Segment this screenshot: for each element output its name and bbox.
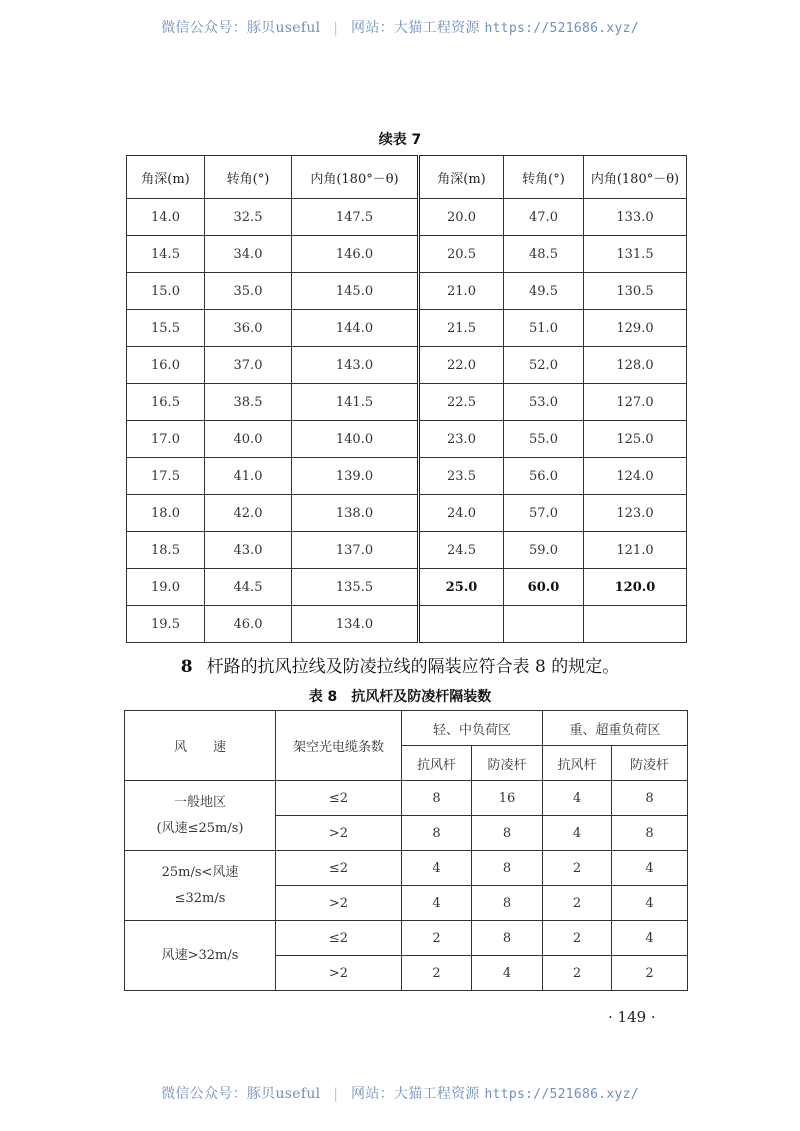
table7-cell: 16.5: [127, 384, 205, 421]
clause-number: 8: [180, 657, 193, 677]
table8-header-cable-count: 架空光电缆条数: [276, 711, 402, 781]
table7-cell: 40.0: [205, 421, 292, 458]
table7-row: [127, 458, 687, 495]
table7-header-turn-angle-2: 转角(°): [504, 156, 584, 199]
watermark-wechat: 微信公众号：豚贝useful: [161, 20, 321, 36]
table8-cell-h-ice: 8: [612, 781, 688, 816]
table7-cell: 137.0: [292, 532, 419, 569]
table7-cell: 130.5: [584, 273, 687, 310]
table7-cell: 17.5: [127, 458, 205, 495]
table8-wind-speed-cell: [125, 851, 276, 921]
table8-caption: 表 8 抗风杆及防凌杆隔装数: [308, 689, 492, 705]
table8-header-lm-wind-pole: 抗风杆: [402, 746, 472, 781]
table7-cell: 134.0: [292, 606, 419, 643]
table8-cell-h-wind: 4: [543, 816, 612, 851]
table8-header-lm-ice-pole: 防凌杆: [472, 746, 543, 781]
table7-cell: 140.0: [292, 421, 419, 458]
table7-cell: 43.0: [205, 532, 292, 569]
table8-header-heavy: 重、超重负荷区: [543, 711, 688, 746]
wind-speed-line-1: 一般地区: [173, 794, 226, 810]
table7-cell: 18.5: [127, 532, 205, 569]
watermark-top: [0, 17, 800, 37]
table7-cell: 36.0: [205, 310, 292, 347]
clause-8: [0, 652, 800, 677]
table8-cell-count: ≤2: [276, 921, 402, 956]
table7-cell: 37.0: [205, 347, 292, 384]
table7-cell: 120.0: [584, 569, 687, 606]
table8-body: [125, 781, 688, 991]
table7-cell: 15.0: [127, 273, 205, 310]
table7-cell: 123.0: [584, 495, 687, 532]
table8-cell-h-wind: 2: [543, 886, 612, 921]
table8-wind-speed-cell: [125, 781, 276, 851]
table7-cell: 17.0: [127, 421, 205, 458]
table7-cell: 19.5: [127, 606, 205, 643]
table8-cell-count: >2: [276, 886, 402, 921]
table7-cell: 59.0: [504, 532, 584, 569]
table8: [124, 710, 688, 991]
table7-cell: 14.0: [127, 199, 205, 236]
table7-header-depth-2: 角深(m): [419, 156, 504, 199]
table8-cell-lm-wind: 2: [402, 956, 472, 991]
table8-cell-lm-ice: 8: [472, 921, 543, 956]
table7-cell: 52.0: [504, 347, 584, 384]
table8-cell-count: >2: [276, 816, 402, 851]
table7-cell: 139.0: [292, 458, 419, 495]
table7-cell: 25.0: [419, 569, 504, 606]
table8-header-light-medium: 轻、中负荷区: [402, 711, 543, 746]
table7-cell: 129.0: [584, 310, 687, 347]
table7-cell: 57.0: [504, 495, 584, 532]
table8-cell-lm-ice: 4: [472, 956, 543, 991]
table7-cell: 138.0: [292, 495, 419, 532]
table8-cell-lm-ice: 8: [472, 851, 543, 886]
table7-cell: 47.0: [504, 199, 584, 236]
table7-cell: 44.5: [205, 569, 292, 606]
table7: [126, 155, 687, 643]
table7-row: [127, 532, 687, 569]
table7-cell: 46.0: [205, 606, 292, 643]
table7-cell: 23.5: [419, 458, 504, 495]
table8-cell-h-wind: 2: [543, 956, 612, 991]
table7-cell: 22.0: [419, 347, 504, 384]
table8-cell-h-ice: 2: [612, 956, 688, 991]
table7-cell: 124.0: [584, 458, 687, 495]
table7-caption: 续表 7: [378, 132, 422, 148]
table8-cell-lm-wind: 4: [402, 886, 472, 921]
table8-cell-count: ≤2: [276, 851, 402, 886]
watermark-bottom: [0, 1083, 800, 1103]
watermark-url: https://521686.xyz/: [484, 21, 639, 36]
table8-row: [125, 851, 688, 886]
table7-cell: 24.5: [419, 532, 504, 569]
wind-speed-line-1: 风速>32m/s: [161, 947, 239, 963]
table7-row: [127, 606, 687, 643]
table7-cell: 32.5: [205, 199, 292, 236]
table8-cell-count: ≤2: [276, 781, 402, 816]
table7-row: [127, 421, 687, 458]
table7-cell: 143.0: [292, 347, 419, 384]
table7-cell: 20.0: [419, 199, 504, 236]
table7-cell: 145.0: [292, 273, 419, 310]
table8-cell-lm-wind: 8: [402, 816, 472, 851]
table7-row: [127, 273, 687, 310]
table7-header-inner-angle: 内角(180°－θ): [292, 156, 419, 199]
table7-cell: 51.0: [504, 310, 584, 347]
table8-cell-lm-wind: 2: [402, 921, 472, 956]
table8-cell-h-ice: 8: [612, 816, 688, 851]
table7-cell: 121.0: [584, 532, 687, 569]
page-number: · 149 ·: [608, 1008, 656, 1026]
clause-text: 杆路的抗风拉线及防凌拉线的隔装应符合表 8 的规定。: [206, 657, 620, 677]
table7-cell: 23.0: [419, 421, 504, 458]
table8-cell-h-wind: 2: [543, 851, 612, 886]
table8-cell-h-ice: 4: [612, 851, 688, 886]
table7-cell: 144.0: [292, 310, 419, 347]
table7-cell: 34.0: [205, 236, 292, 273]
table8-cell-lm-wind: 8: [402, 781, 472, 816]
table7-cell: 20.5: [419, 236, 504, 273]
table7-cell: 41.0: [205, 458, 292, 495]
table7-cell: 19.0: [127, 569, 205, 606]
table8-cell-lm-ice: 8: [472, 886, 543, 921]
wind-speed-line-1: 25m/s<风速: [161, 864, 239, 880]
table7-cell: 135.5: [292, 569, 419, 606]
table7-cell: 22.5: [419, 384, 504, 421]
table8-row: [125, 781, 688, 816]
table7-cell: 55.0: [504, 421, 584, 458]
table8-cell-count: >2: [276, 956, 402, 991]
table7-cell: 147.5: [292, 199, 419, 236]
table7-cell: 15.5: [127, 310, 205, 347]
table7-cell: 21.5: [419, 310, 504, 347]
table7-cell: 18.0: [127, 495, 205, 532]
table7-cell: [584, 606, 687, 643]
wind-speed-line-2: ≤32m/s: [174, 890, 226, 906]
table7-cell: 16.0: [127, 347, 205, 384]
table8-row: [125, 921, 688, 956]
watermark-url: https://521686.xyz/: [484, 1087, 639, 1102]
table7-cell: 60.0: [504, 569, 584, 606]
table7-cell: 128.0: [584, 347, 687, 384]
table7-cell: 35.0: [205, 273, 292, 310]
table7-cell: 133.0: [584, 199, 687, 236]
table7-cell: 125.0: [584, 421, 687, 458]
table8-cell-h-wind: 2: [543, 921, 612, 956]
table7-header-depth: 角深(m): [127, 156, 205, 199]
table8-wind-speed-cell: [125, 921, 276, 991]
table7-cell: 127.0: [584, 384, 687, 421]
table8-cell-h-ice: 4: [612, 886, 688, 921]
table7-row: [127, 347, 687, 384]
table8-cell-h-ice: 4: [612, 921, 688, 956]
table7-cell: [419, 606, 504, 643]
table7-row: [127, 495, 687, 532]
table7-header-inner-angle-2: 内角(180°－θ): [584, 156, 687, 199]
table7-cell: [504, 606, 584, 643]
table7-cell: 146.0: [292, 236, 419, 273]
table8-header-h-wind-pole: 抗风杆: [543, 746, 612, 781]
table8-header-h-ice-pole: 防凌杆: [612, 746, 688, 781]
table7-cell: 141.5: [292, 384, 419, 421]
table8-header-wind-speed: 风 速: [125, 711, 276, 781]
table7-cell: 49.5: [504, 273, 584, 310]
table8-cell-lm-ice: 16: [472, 781, 543, 816]
table8-cell-h-wind: 4: [543, 781, 612, 816]
table7-cell: 53.0: [504, 384, 584, 421]
table8-cell-lm-wind: 4: [402, 851, 472, 886]
table7-body: [127, 199, 687, 643]
table7-cell: 56.0: [504, 458, 584, 495]
table7-header-row: [127, 156, 687, 199]
table7-cell: 42.0: [205, 495, 292, 532]
table7-row: [127, 199, 687, 236]
table7-row: [127, 236, 687, 273]
watermark-site: 网站：大猫工程资源: [351, 1086, 480, 1102]
table7-header-turn-angle: 转角(°): [205, 156, 292, 199]
table7-cell: 38.5: [205, 384, 292, 421]
table8-header-row-1: [125, 711, 688, 746]
table7-cell: 24.0: [419, 495, 504, 532]
watermark-separator: |: [333, 1086, 339, 1102]
watermark-wechat: 微信公众号：豚贝useful: [161, 1086, 321, 1102]
table7-row: [127, 384, 687, 421]
table8-cell-lm-ice: 8: [472, 816, 543, 851]
watermark-site: 网站：大猫工程资源: [351, 20, 480, 36]
watermark-separator: |: [333, 20, 339, 36]
wind-speed-line-2: (风速≤25m/s): [156, 820, 244, 836]
table7-row: [127, 310, 687, 347]
table7-cell: 131.5: [584, 236, 687, 273]
table7-cell: 21.0: [419, 273, 504, 310]
table7-row: [127, 569, 687, 606]
table7-cell: 48.5: [504, 236, 584, 273]
table7-cell: 14.5: [127, 236, 205, 273]
